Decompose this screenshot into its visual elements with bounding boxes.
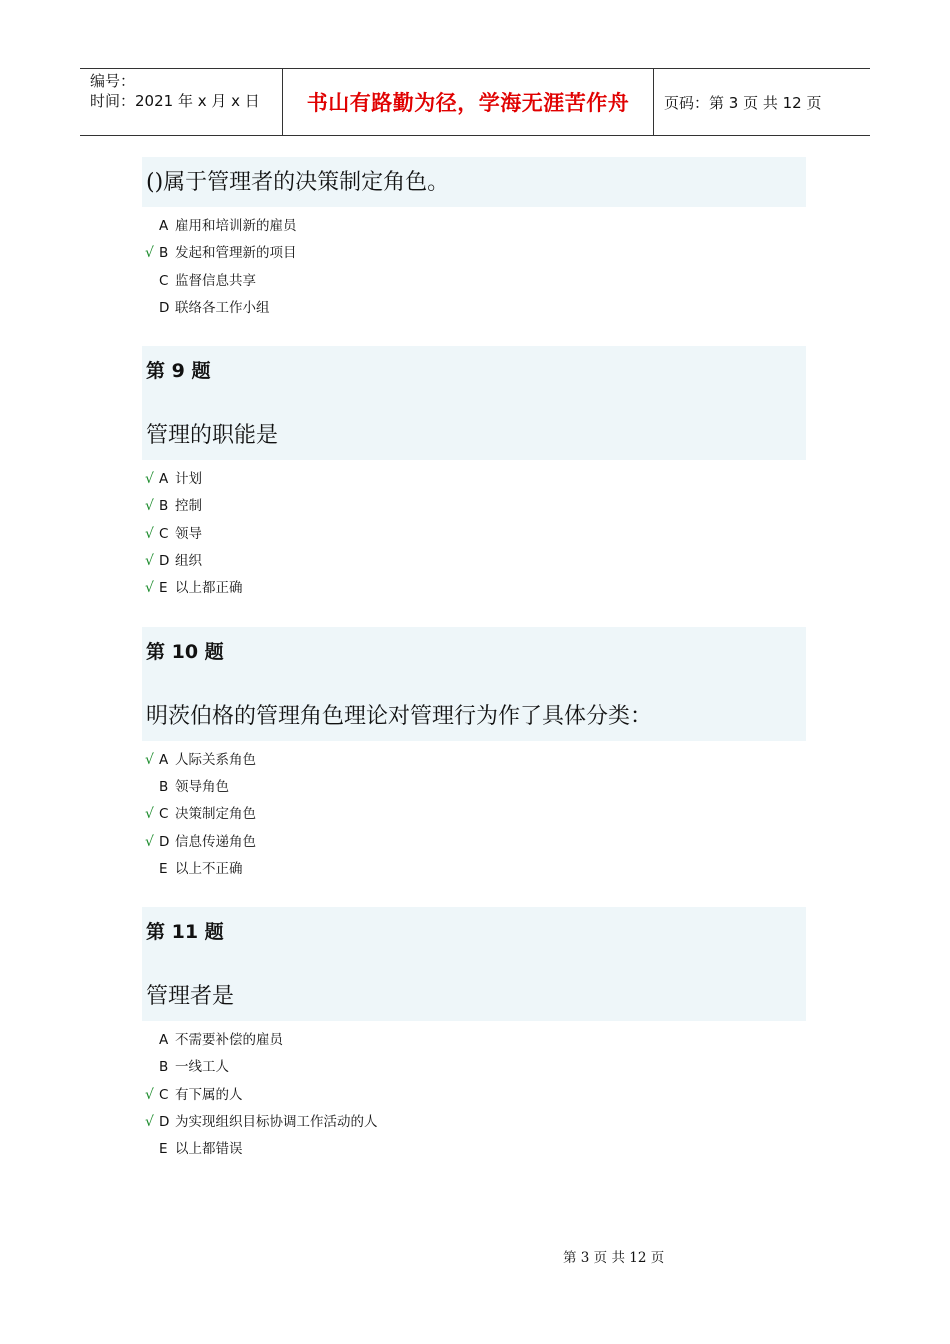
option-text: 发起和管理新的项目: [175, 245, 297, 262]
checkmark-icon: √: [145, 471, 154, 488]
option-text: 有下属的人: [175, 1086, 243, 1103]
option-row: [142, 1082, 806, 1109]
option-text: 雇用和培训新的雇员: [175, 218, 297, 234]
option-row: [142, 801, 806, 828]
option-letter: D: [159, 553, 170, 570]
option-letter: D: [159, 299, 170, 316]
option-letter: A: [159, 218, 169, 234]
page-header: [80, 68, 870, 136]
option-letter: B: [159, 1059, 169, 1076]
option-text: 人际关系角色: [175, 751, 256, 768]
option-text: 联络各工作小组: [175, 299, 270, 316]
question-number: 第 11 题: [146, 921, 224, 944]
option-row: [142, 774, 806, 801]
option-letter: B: [159, 778, 169, 795]
option-letter: E: [159, 860, 168, 877]
option-row: [142, 268, 806, 295]
checkmark-icon: √: [145, 1114, 154, 1131]
checkmark-icon: √: [145, 525, 154, 542]
option-text: 以上都错误: [175, 1141, 243, 1158]
option-text: 不需要补偿的雇员: [175, 1032, 283, 1049]
checkmark-icon: √: [145, 580, 154, 597]
footer-page-number: 第 3 页 共 12 页: [563, 1250, 665, 1266]
header-motto: 书山有路勤为径，学海无涯苦作舟: [282, 69, 654, 135]
option-letter: C: [159, 525, 169, 542]
option-row: [142, 747, 806, 774]
question-number: 第 10 题: [146, 640, 224, 663]
header-meta: [80, 69, 282, 135]
question-text: 管理的职能是: [146, 423, 279, 449]
option-row: [142, 548, 806, 575]
option-row: [142, 493, 806, 520]
option-text: 为实现组织目标协调工作活动的人: [175, 1114, 378, 1131]
option-row: [142, 240, 806, 267]
checkmark-icon: √: [145, 806, 154, 823]
header-page-label: 页码：第 3 页 共 12 页: [664, 93, 822, 112]
option-row: [142, 1109, 806, 1136]
option-row: [142, 829, 806, 856]
question-number: 第 9 题: [146, 360, 211, 383]
checkmark-icon: √: [145, 498, 154, 515]
option-letter: D: [159, 1114, 170, 1131]
question-block: [142, 157, 806, 322]
question-header: [142, 346, 806, 460]
option-text: 领导角色: [175, 778, 229, 795]
question-list: [142, 157, 806, 1188]
option-text: 组织: [175, 553, 202, 570]
option-letter: A: [159, 1032, 169, 1049]
checkmark-icon: √: [145, 833, 154, 850]
checkmark-icon: √: [145, 245, 154, 262]
question-text: 明茨伯格的管理角色理论对管理行为作了具体分类：: [146, 703, 653, 729]
option-row: [142, 575, 806, 602]
option-letter: B: [159, 245, 169, 262]
option-letter: E: [159, 1141, 168, 1158]
option-text: 以上不正确: [175, 860, 243, 877]
option-letter: C: [159, 1086, 169, 1103]
question-text: 管理者是: [146, 984, 235, 1010]
option-text: 以上都正确: [175, 580, 243, 597]
question-text: ()属于管理者的决策制定角色。: [146, 170, 450, 195]
option-list: [142, 460, 806, 602]
option-row: [142, 1054, 806, 1081]
option-row: [142, 521, 806, 548]
option-list: [142, 1021, 806, 1163]
option-text: 监督信息共享: [175, 272, 256, 289]
option-list: [142, 741, 806, 883]
checkmark-icon: √: [145, 1086, 154, 1103]
checkmark-icon: √: [145, 751, 154, 768]
option-letter: C: [159, 806, 169, 823]
option-row: [142, 295, 806, 322]
option-text: 领导: [175, 525, 202, 542]
option-text: 一线工人: [175, 1059, 229, 1076]
question-block: [142, 907, 806, 1163]
option-text: 决策制定角色: [175, 806, 256, 823]
question-header: [142, 157, 806, 207]
question-block: [142, 346, 806, 602]
header-time-label: 时间：2021 年 x 月 x 日: [90, 92, 260, 110]
option-list: [142, 207, 806, 322]
question-header: [142, 907, 806, 1021]
option-row: [142, 466, 806, 493]
option-letter: D: [159, 833, 170, 850]
checkmark-icon: √: [145, 553, 154, 570]
option-row: [142, 213, 806, 240]
option-letter: E: [159, 580, 168, 597]
option-row: [142, 856, 806, 883]
option-text: 计划: [175, 471, 202, 488]
option-text: 控制: [175, 498, 202, 515]
option-letter: A: [159, 471, 169, 488]
question-header: [142, 627, 806, 741]
option-row: [142, 1027, 806, 1054]
option-text: 信息传递角色: [175, 833, 256, 850]
option-letter: A: [159, 751, 169, 768]
option-letter: B: [159, 498, 169, 515]
question-block: [142, 627, 806, 883]
option-letter: C: [159, 272, 169, 289]
option-row: [142, 1136, 806, 1163]
header-number-label: 编号：: [90, 72, 136, 90]
